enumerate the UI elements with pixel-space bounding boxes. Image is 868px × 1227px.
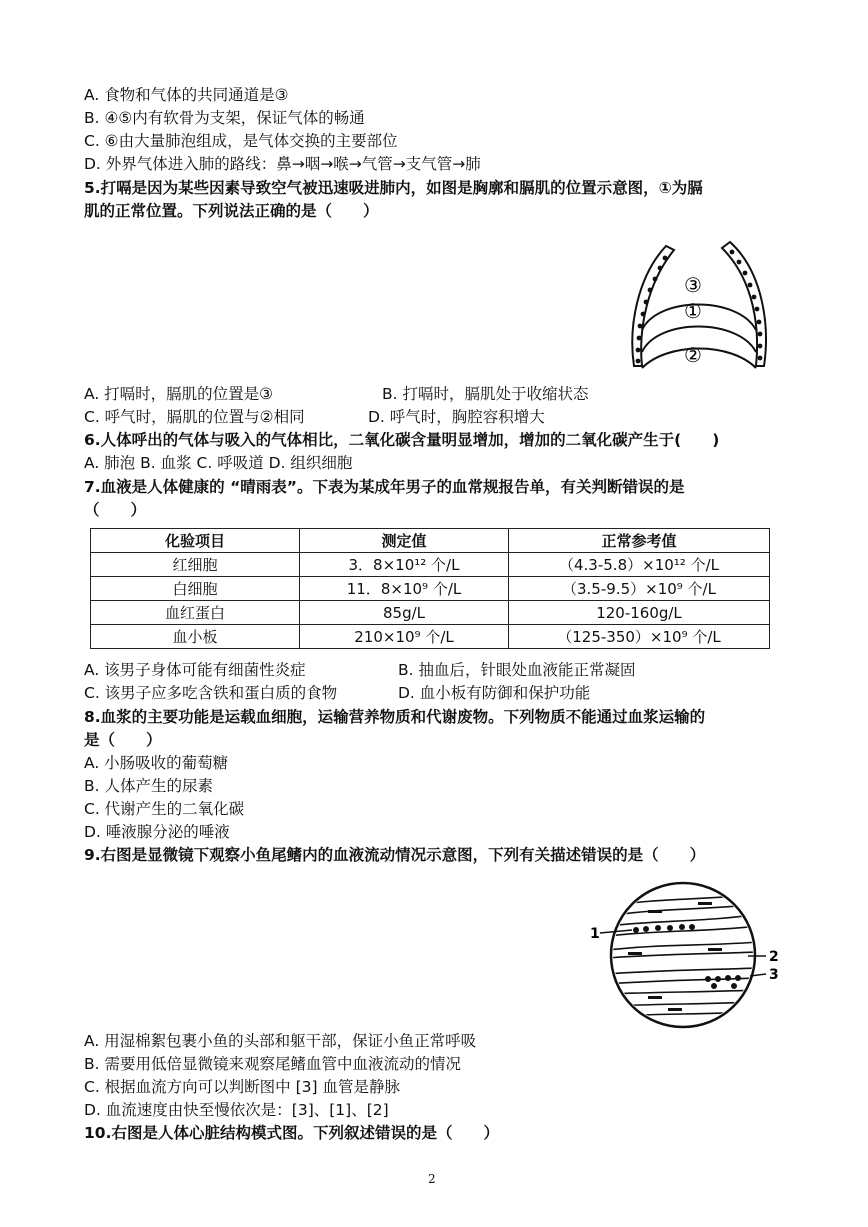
q8-stem-line2: 是（ ） xyxy=(84,731,162,749)
q8-option-c: C. 代谢产生的二氧化碳 xyxy=(84,800,245,818)
table-row xyxy=(91,625,770,649)
diaphragm-label-1: ① xyxy=(684,299,702,323)
q5-stem-line2: 肌的正常位置。下列说法正确的是（ ） xyxy=(84,202,379,220)
q8-option-b: B. 人体产生的尿素 xyxy=(84,777,213,795)
q9-option-a: A. 用湿棉絮包裹小鱼的头部和躯干部，保证小鱼正常呼吸 xyxy=(84,1032,477,1050)
table-cell: （3.5-9.5）×10⁹ 个/L xyxy=(509,577,770,601)
q9-option-c: C. 根据血流方向可以判断图中 [3] 血管是静脉 xyxy=(84,1078,400,1096)
table-cell: 血小板 xyxy=(91,625,300,649)
q7-option-b: B. 抽血后，针眼处血液能正常凝固 xyxy=(398,661,636,679)
table-cell: 白细胞 xyxy=(91,577,300,601)
q5-option-c: C. 呼气时，膈肌的位置与②相同 xyxy=(84,408,305,426)
table-row xyxy=(91,553,770,577)
q6-stem: 6.人体呼出的气体与吸入的气体相比，二氧化碳含量明显增加，增加的二氧化碳产生于( ) xyxy=(84,431,720,449)
diaphragm-label-2: ② xyxy=(684,343,702,367)
q7-stem-line2: （ ） xyxy=(84,501,147,519)
q10-stem: 10.右图是人体心脏结构模式图。下列叙述错误的是（ ） xyxy=(84,1124,499,1142)
q8-option-d: D. 唾液腺分泌的唾液 xyxy=(84,823,230,841)
table-cell: 85g/L xyxy=(300,601,509,625)
q5-option-b: B. 打嗝时，膈肌处于收缩状态 xyxy=(382,385,589,403)
fish-label-3: 3 xyxy=(769,967,779,983)
q9-option-d: D. 血流速度由快至慢依次是：[3]、[1]、[2] xyxy=(84,1101,389,1119)
table-cell: 3．8×10¹² 个/L xyxy=(300,553,509,577)
page-number: 2 xyxy=(428,1172,436,1186)
table-header: 化验项目 xyxy=(91,529,300,553)
diaphragm-label-3: ③ xyxy=(684,273,702,297)
q6-options: A. 肺泡 B. 血浆 C. 呼吸道 D. 组织细胞 xyxy=(84,454,353,472)
q8-stem-line1: 8.血浆的主要功能是运载血细胞，运输营养物质和代谢废物。下列物质不能通过血浆运输的 xyxy=(84,708,706,726)
table-row xyxy=(91,577,770,601)
q9-stem: 9.右图是显微镜下观察小鱼尾鳍内的血液流动情况示意图，下列有关描述错误的是（ ） xyxy=(84,846,706,864)
table-cell: 210×10⁹ 个/L xyxy=(300,625,509,649)
fish-label-2: 2 xyxy=(769,949,779,965)
table-cell: 血红蛋白 xyxy=(91,601,300,625)
q5-stem-line1: 5.打嗝是因为某些因素导致空气被迅速吸进肺内，如图是胸廓和膈肌的位置示意图，①为膈 xyxy=(84,179,703,197)
q7-option-d: D. 血小板有防御和保护功能 xyxy=(398,684,591,702)
q5-option-d: D. 呼气时，胸腔容积增大 xyxy=(368,408,545,426)
table-header: 测定值 xyxy=(300,529,509,553)
q4-option-b: B. ④⑤内有软骨为支架，保证气体的畅通 xyxy=(84,109,365,127)
q7-option-c: C. 该男子应多吃含铁和蛋白质的食物 xyxy=(84,684,338,702)
fish-label-1: 1 xyxy=(590,926,600,942)
q4-option-d: D. 外界气体进入肺的路线：鼻→咽→喉→气管→支气管→肺 xyxy=(84,155,481,173)
table-cell: （4.3-5.8）×10¹² 个/L xyxy=(509,553,770,577)
q5-option-a: A. 打嗝时，膈肌的位置是③ xyxy=(84,385,274,403)
diaphragm-figure xyxy=(618,236,778,376)
table-cell: 120-160g/L xyxy=(509,601,770,625)
blood-report-table xyxy=(90,528,770,649)
q8-option-a: A. 小肠吸收的葡萄糖 xyxy=(84,754,229,772)
q9-option-b: B. 需要用低倍显微镜来观察尾鳍血管中血液流动的情况 xyxy=(84,1055,461,1073)
table-row xyxy=(91,601,770,625)
q7-stem-line1: 7.血液是人体健康的 “晴雨表”。下表为某成年男子的血常规报告单，有关判断错误的是 xyxy=(84,478,685,496)
fish-tail-figure xyxy=(588,880,788,1030)
table-cell: （125-350）×10⁹ 个/L xyxy=(509,625,770,649)
q4-option-c: C. ⑥由大量肺泡组成，是气体交换的主要部位 xyxy=(84,132,398,150)
table-cell: 11．8×10⁹ 个/L xyxy=(300,577,509,601)
table-header: 正常参考值 xyxy=(509,529,770,553)
q7-option-a: A. 该男子身体可能有细菌性炎症 xyxy=(84,661,306,679)
table-cell: 红细胞 xyxy=(91,553,300,577)
q4-option-a: A. 食物和气体的共同通道是③ xyxy=(84,86,289,104)
